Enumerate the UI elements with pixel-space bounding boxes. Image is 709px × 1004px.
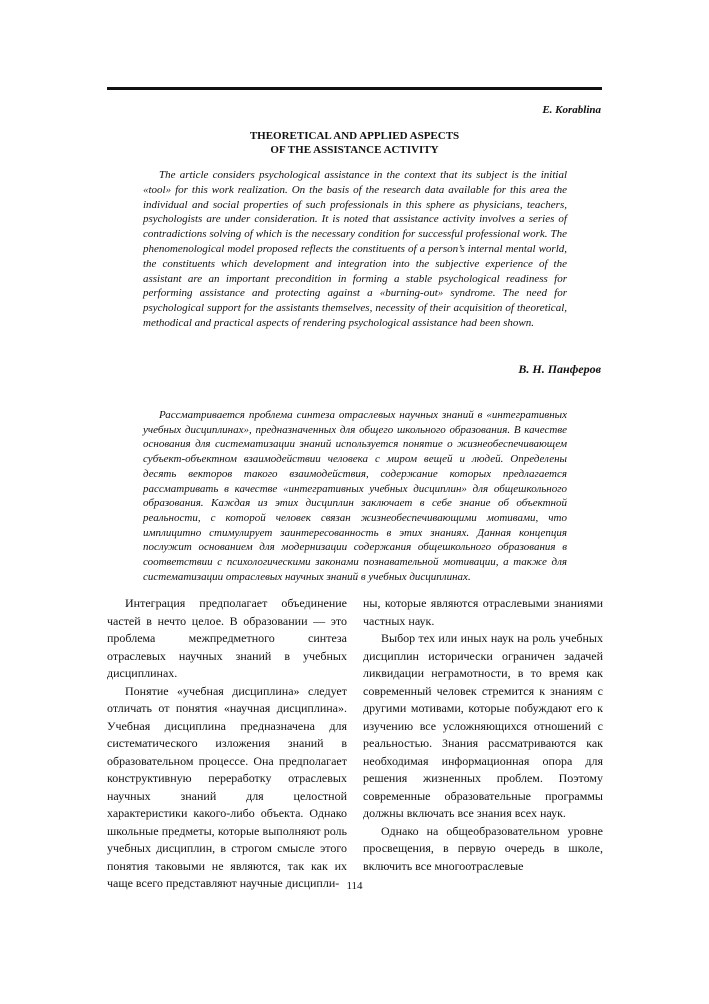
- article-title: [107, 129, 602, 157]
- body-column-left: [107, 595, 347, 893]
- russian-abstract: Рассматривается проблема синтеза отраслевых научных знаний в «интегративных учебных дисциплинах», предназначенных для общего школьного образования. В качестве основания для систематизации знаний используется понятие о жизнеобеспечивающем субъект-объектном взаимодействии человека с миром вещей и людей. Определены десять векторов такого взаимодействия, содержание которых предлагается рассматривать в качестве «интегративных учебных дисциплин» для общешкольного образования. Каждая из этих дисциплин заключает в себе знание об объектной реальности, с которой человек связан жизнеобеспечивающими мотивами, что имплицитно стимулирует заинтересованность в этих знаниях. Данная концепция послужит основанием для модернизации содержания общешкольного образования в соответствии с психологическими законами познавательной мотивации, а также для систематизации отраслевых научных знаний в учебных дисциплинах.: [143, 409, 567, 583]
- article-author: В. Н. Панферов: [518, 362, 601, 376]
- title-line-2: OF THE ASSISTANCE ACTIVITY: [270, 144, 439, 156]
- english-abstract: The article considers psychological assistance in the context that its subject is the initial «tool» for this work realization. On the basis of the research data available for this area the individual and social properties of such professionals in this sphere as physicians, teachers, psychologists are under consideration. It is noted that assistance activity involves a series of contradictions solving of which is the necessary condition for successful professional work. The phenomenological model proposed reflects the constituents of a person’s internal mental world, the constituents which development and integration into the subjective experience of the assistant are an important precondition in forming a stable psychological readiness for performing assistance and protecting against a «burning-out» syndrome. The need for psychological support for the assistants themselves, necessity of their acquisition of theoretical, methodical and practical aspects of rendering psychological assistance had been shown.: [143, 169, 567, 329]
- body-paragraph: ны, которые являются отраслевыми знаниями частных наук.: [363, 596, 603, 628]
- body-paragraph: Интеграция предполагает объединение частей в нечто целое. В образовании — это проблема межпредметного синтеза отраслевых научных знаний в учебных дисциплинах.: [107, 596, 347, 680]
- running-header-author: E. Korablina: [542, 104, 601, 116]
- body-column-right: [363, 595, 603, 875]
- title-line-1: THEORETICAL AND APPLIED ASPECTS: [249, 130, 460, 142]
- header-rule: [107, 87, 602, 90]
- page-number: 114: [346, 880, 363, 892]
- body-paragraph: Выбор тех или иных наук на роль учебных дисциплин исторически ограничен задачей ликвидации неграмотности, в то время как современный человек стремится к знаниям с другими мотивами, которые побуждают его к изучению все усложняющихся отношений с реальностью. Знания рассматриваются как необходимая информационная опора для решения жизненных проблем. Поэтому современные образовательные программы должны включать все знания всех наук.: [363, 631, 603, 820]
- body-paragraph: Однако на общеобразовательном уровне просвещения, в первую очередь в школе, включить все многоотраслевые: [363, 823, 603, 873]
- body-paragraph: Понятие «учебная дисциплина» следует отличать от понятия «научная дисциплина». Учебная дисциплина предназначена для систематического изложения знаний в образовательном процессе. Она предполагает конструктивную переработку отраслевых научных знаний для целостной характеристики какого-либо объекта. Однако школьные предметы, которые выполняют роль учебных дисциплин, в строгом смысле этого понятия таковыми не являются, так как их чаще всего представляют научные дисципли-: [107, 683, 347, 890]
